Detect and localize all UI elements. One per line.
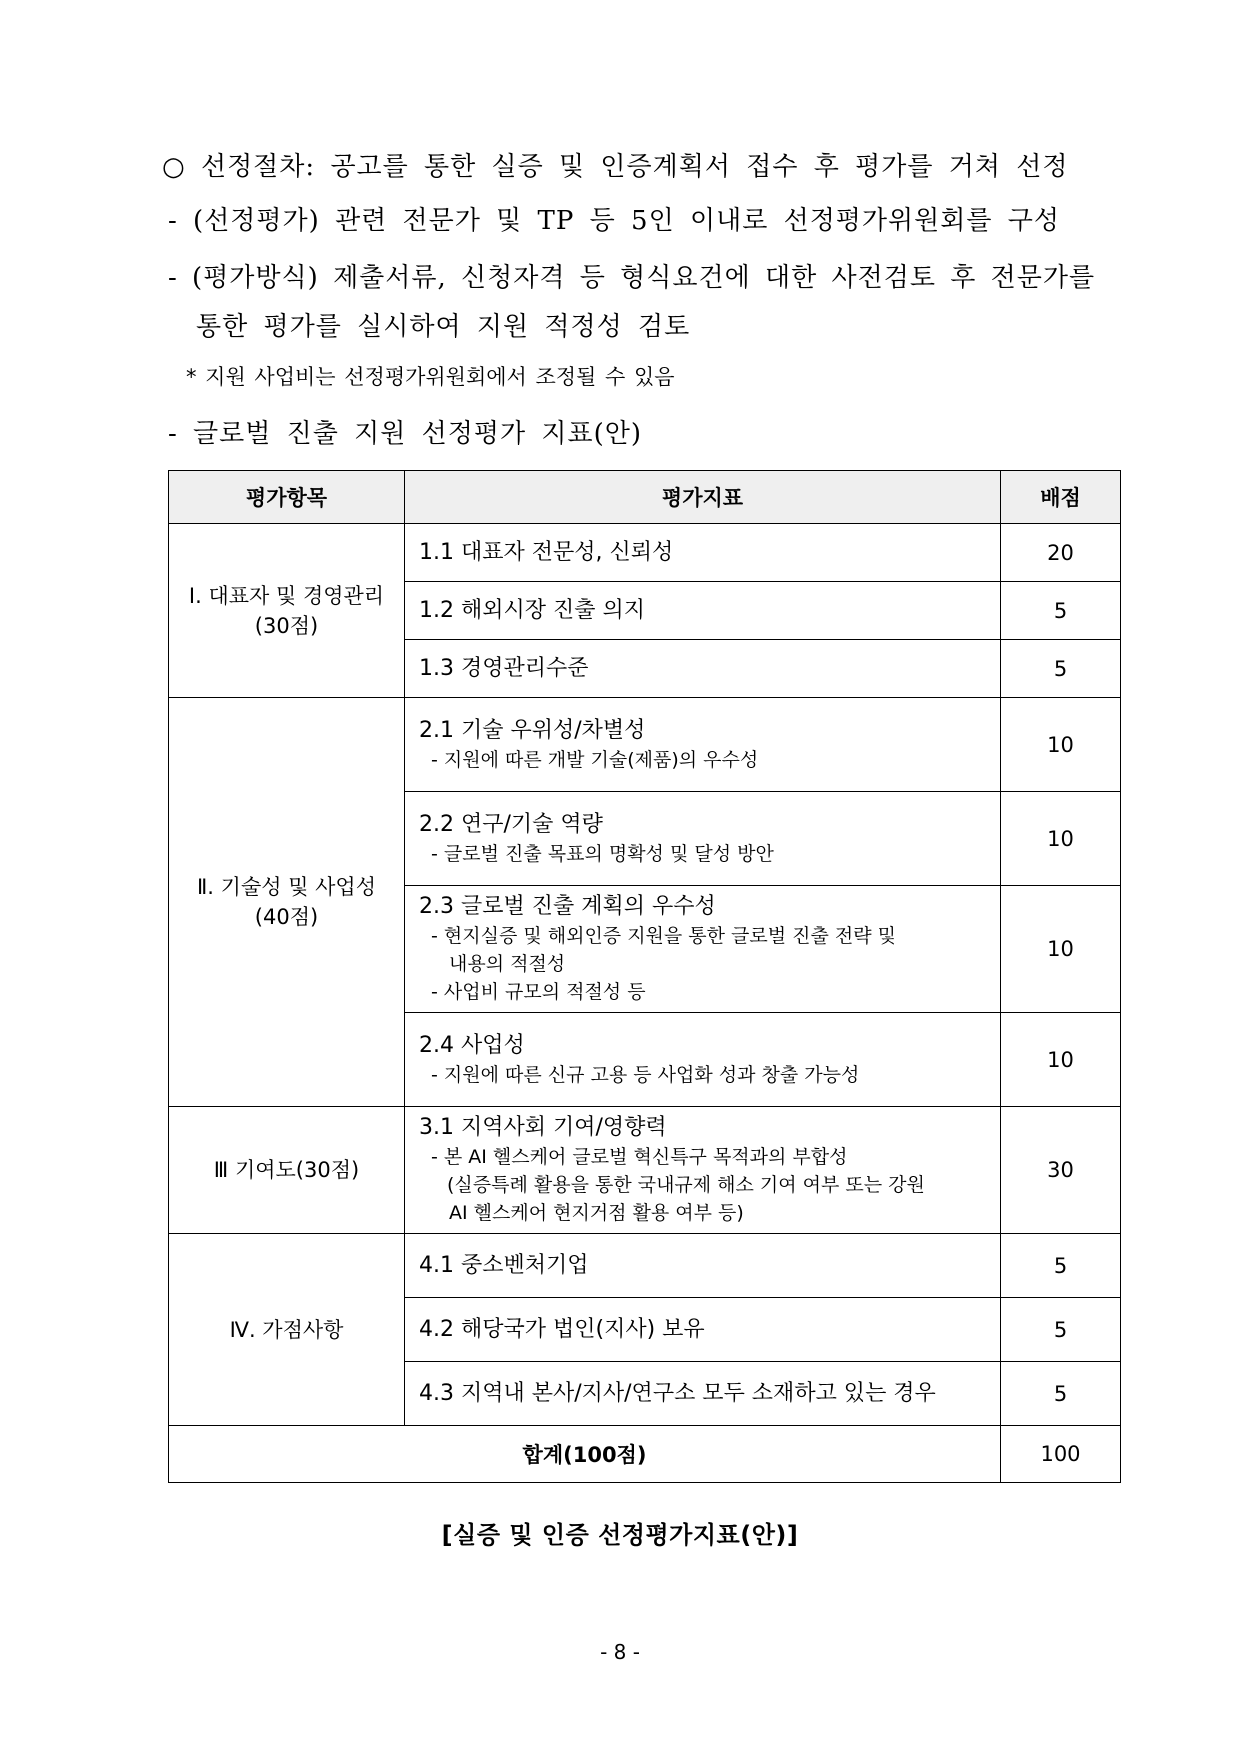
- page-number: - 8 -: [600, 1640, 640, 1664]
- points-cell: 10: [1001, 886, 1121, 1013]
- indicator-detail: - 지원에 따른 신규 고용 등 사업화 성과 창출 가능성: [431, 1063, 860, 1086]
- procedure-bullet: ○ 선정절차: 공고를 통한 실증 및 인증계획서 접수 후 평가를 거쳐 선정: [162, 152, 1069, 182]
- points-cell: 20: [1001, 524, 1121, 582]
- header-category: 평가항목: [169, 471, 405, 524]
- total-row: [169, 1426, 1121, 1483]
- table-row: [169, 1107, 1121, 1234]
- points-cell: 10: [1001, 698, 1121, 792]
- total-label: 합계(100점): [169, 1426, 1001, 1483]
- indicator-detail: AI 헬스케어 현지거점 활용 여부 등): [449, 1202, 744, 1224]
- points-cell: 5: [1001, 1234, 1121, 1298]
- points-cell: 5: [1001, 1298, 1121, 1362]
- indicator-title: 4.1 중소벤처기업: [419, 1252, 589, 1278]
- eval-method-line-1: - (평가방식) 제출서류, 신청자격 등 형식요건에 대한 사전검토 후 전문가를: [168, 263, 1096, 293]
- category-label: Ⅰ. 대표자 및 경영관리: [188, 583, 385, 608]
- evaluation-table: [168, 470, 1121, 1483]
- indicator-cell: [405, 524, 1001, 582]
- indicator-detail: (실증특례 활용을 통한 국내규제 해소 기여 여부 또는 강원: [447, 1174, 925, 1196]
- indicator-title: 4.2 해당국가 법인(지사) 보유: [419, 1316, 705, 1342]
- category-cell: [169, 524, 405, 698]
- indicator-title: 2.1 기술 우위성/차별성: [419, 717, 646, 743]
- indicator-title: 1.3 경영관리수준: [419, 655, 589, 681]
- table-row: [169, 524, 1121, 582]
- eval-method-line-2: 통한 평가를 실시하여 지원 적정성 검토: [196, 312, 691, 342]
- table-row: [169, 698, 1121, 792]
- table-header-row: [169, 471, 1121, 524]
- indicator-detail: - 지원에 따른 개발 기술(제품)의 우수성: [431, 748, 759, 771]
- indicator-cell: [405, 1362, 1001, 1426]
- table-row: [169, 1234, 1121, 1298]
- indicator-title: 2.2 연구/기술 역량: [419, 811, 603, 837]
- indicator-cell: [405, 1298, 1001, 1362]
- indicator-title: 2.3 글로벌 진출 계획의 우수성: [419, 894, 716, 919]
- category-label: Ⅲ 기여도(30점): [213, 1158, 360, 1182]
- category-label: Ⅱ. 기술성 및 사업성: [196, 875, 377, 899]
- points-cell: 5: [1001, 640, 1121, 698]
- header-indicator: 평가지표: [405, 471, 1001, 524]
- category-cell: [169, 698, 405, 1107]
- indicator-cell: [405, 1107, 1001, 1234]
- selection-eval-line: - (선정평가) 관련 전문가 및 TP 등 5인 이내로 선정평가위원회를 구성: [168, 206, 1060, 236]
- indicator-cell: [405, 582, 1001, 640]
- indicator-cell: [405, 698, 1001, 792]
- points-cell: 5: [1001, 1362, 1121, 1426]
- indicator-detail: 내용의 적절성: [449, 953, 566, 975]
- indicator-cell: [405, 640, 1001, 698]
- indicator-title: 1.2 해외시장 진출 의지: [419, 597, 645, 623]
- points-cell: 10: [1001, 792, 1121, 886]
- table-caption: [실증 및 인증 선정평가지표(안)]: [441, 1521, 799, 1549]
- indicator-cell: [405, 1234, 1001, 1298]
- points-cell: 10: [1001, 1013, 1121, 1107]
- total-points: 100: [1001, 1426, 1121, 1483]
- indicator-title: 2.4 사업성: [419, 1032, 525, 1058]
- category-cell: [169, 1107, 405, 1234]
- category-points: (30점): [254, 613, 319, 638]
- indicator-cell: [405, 792, 1001, 886]
- budget-note: * 지원 사업비는 선정평가위원회에서 조정될 수 있음: [186, 365, 675, 389]
- points-cell: 5: [1001, 582, 1121, 640]
- category-cell: [169, 1234, 405, 1426]
- indicator-title: 1.1 대표자 전문성, 신뢰성: [419, 539, 674, 565]
- category-points: (40점): [254, 905, 319, 929]
- indicator-cell: [405, 1013, 1001, 1107]
- points-cell: 30: [1001, 1107, 1121, 1234]
- global-eval-heading: - 글로벌 진출 지원 선정평가 지표(안): [168, 419, 643, 449]
- indicator-cell: [405, 886, 1001, 1013]
- indicator-detail: - 사업비 규모의 적절성 등: [431, 981, 646, 1003]
- indicator-title: 3.1 지역사회 기여/영향력: [419, 1115, 667, 1140]
- indicator-detail: - 현지실증 및 해외인증 지원을 통한 글로벌 진출 전략 및: [431, 925, 897, 947]
- header-points: 배점: [1001, 471, 1121, 524]
- indicator-detail: - 본 AI 헬스케어 글로벌 혁신특구 목적과의 부합성: [431, 1146, 848, 1168]
- indicator-detail: - 글로벌 진출 목표의 명확성 및 달성 방안: [431, 842, 774, 865]
- indicator-title: 4.3 지역내 본사/지사/연구소 모두 소재하고 있는 경우: [419, 1380, 936, 1406]
- category-label: Ⅳ. 가점사항: [229, 1317, 344, 1342]
